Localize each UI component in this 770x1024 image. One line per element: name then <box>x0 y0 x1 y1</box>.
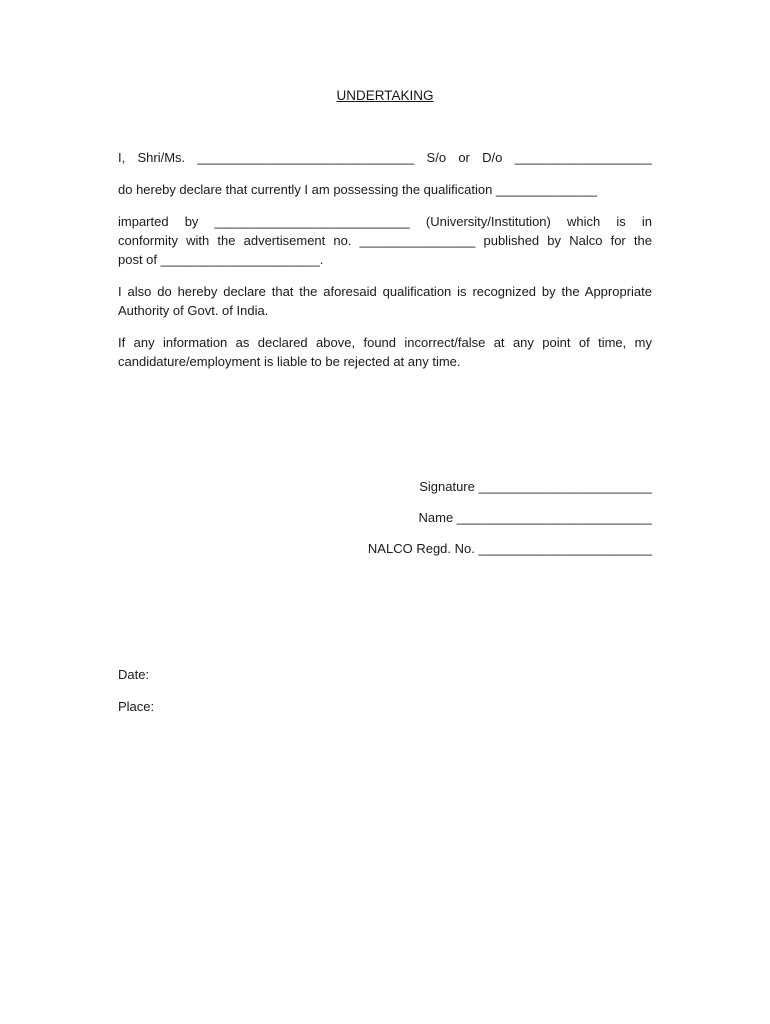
date-label: Date: <box>118 667 150 682</box>
advertisement-line: conformity with the advertisement no. ________________ published by Nalco for the <box>118 233 652 248</box>
recognition-paragraph: I also do hereby declare that the aforesaid qualification is recognized by the Appropriate Authority of Govt. of India. <box>118 284 652 318</box>
university-line: imparted by ___________________________ (University/Institution) which is in <box>118 214 652 229</box>
regd-no-line: NALCO Regd. No. ________________________ <box>367 541 652 556</box>
post-line: post of ______________________. <box>118 252 324 267</box>
signature-line: Signature ________________________ <box>419 479 652 494</box>
liability-paragraph: If any information as declared above, found incorrect/false at any point of time, my candidature/employment is liable to be rejected at any time. <box>118 335 652 369</box>
qualification-line: do hereby declare that currently I am possessing the qualification ______________ <box>118 182 598 197</box>
name-line: Name ___________________________ <box>418 510 652 525</box>
name-relation-line: I, Shri/Ms. ______________________________ S/o or D/o ___________________ <box>118 150 652 165</box>
place-label: Place: <box>118 699 155 714</box>
document-title: UNDERTAKING <box>336 88 434 103</box>
